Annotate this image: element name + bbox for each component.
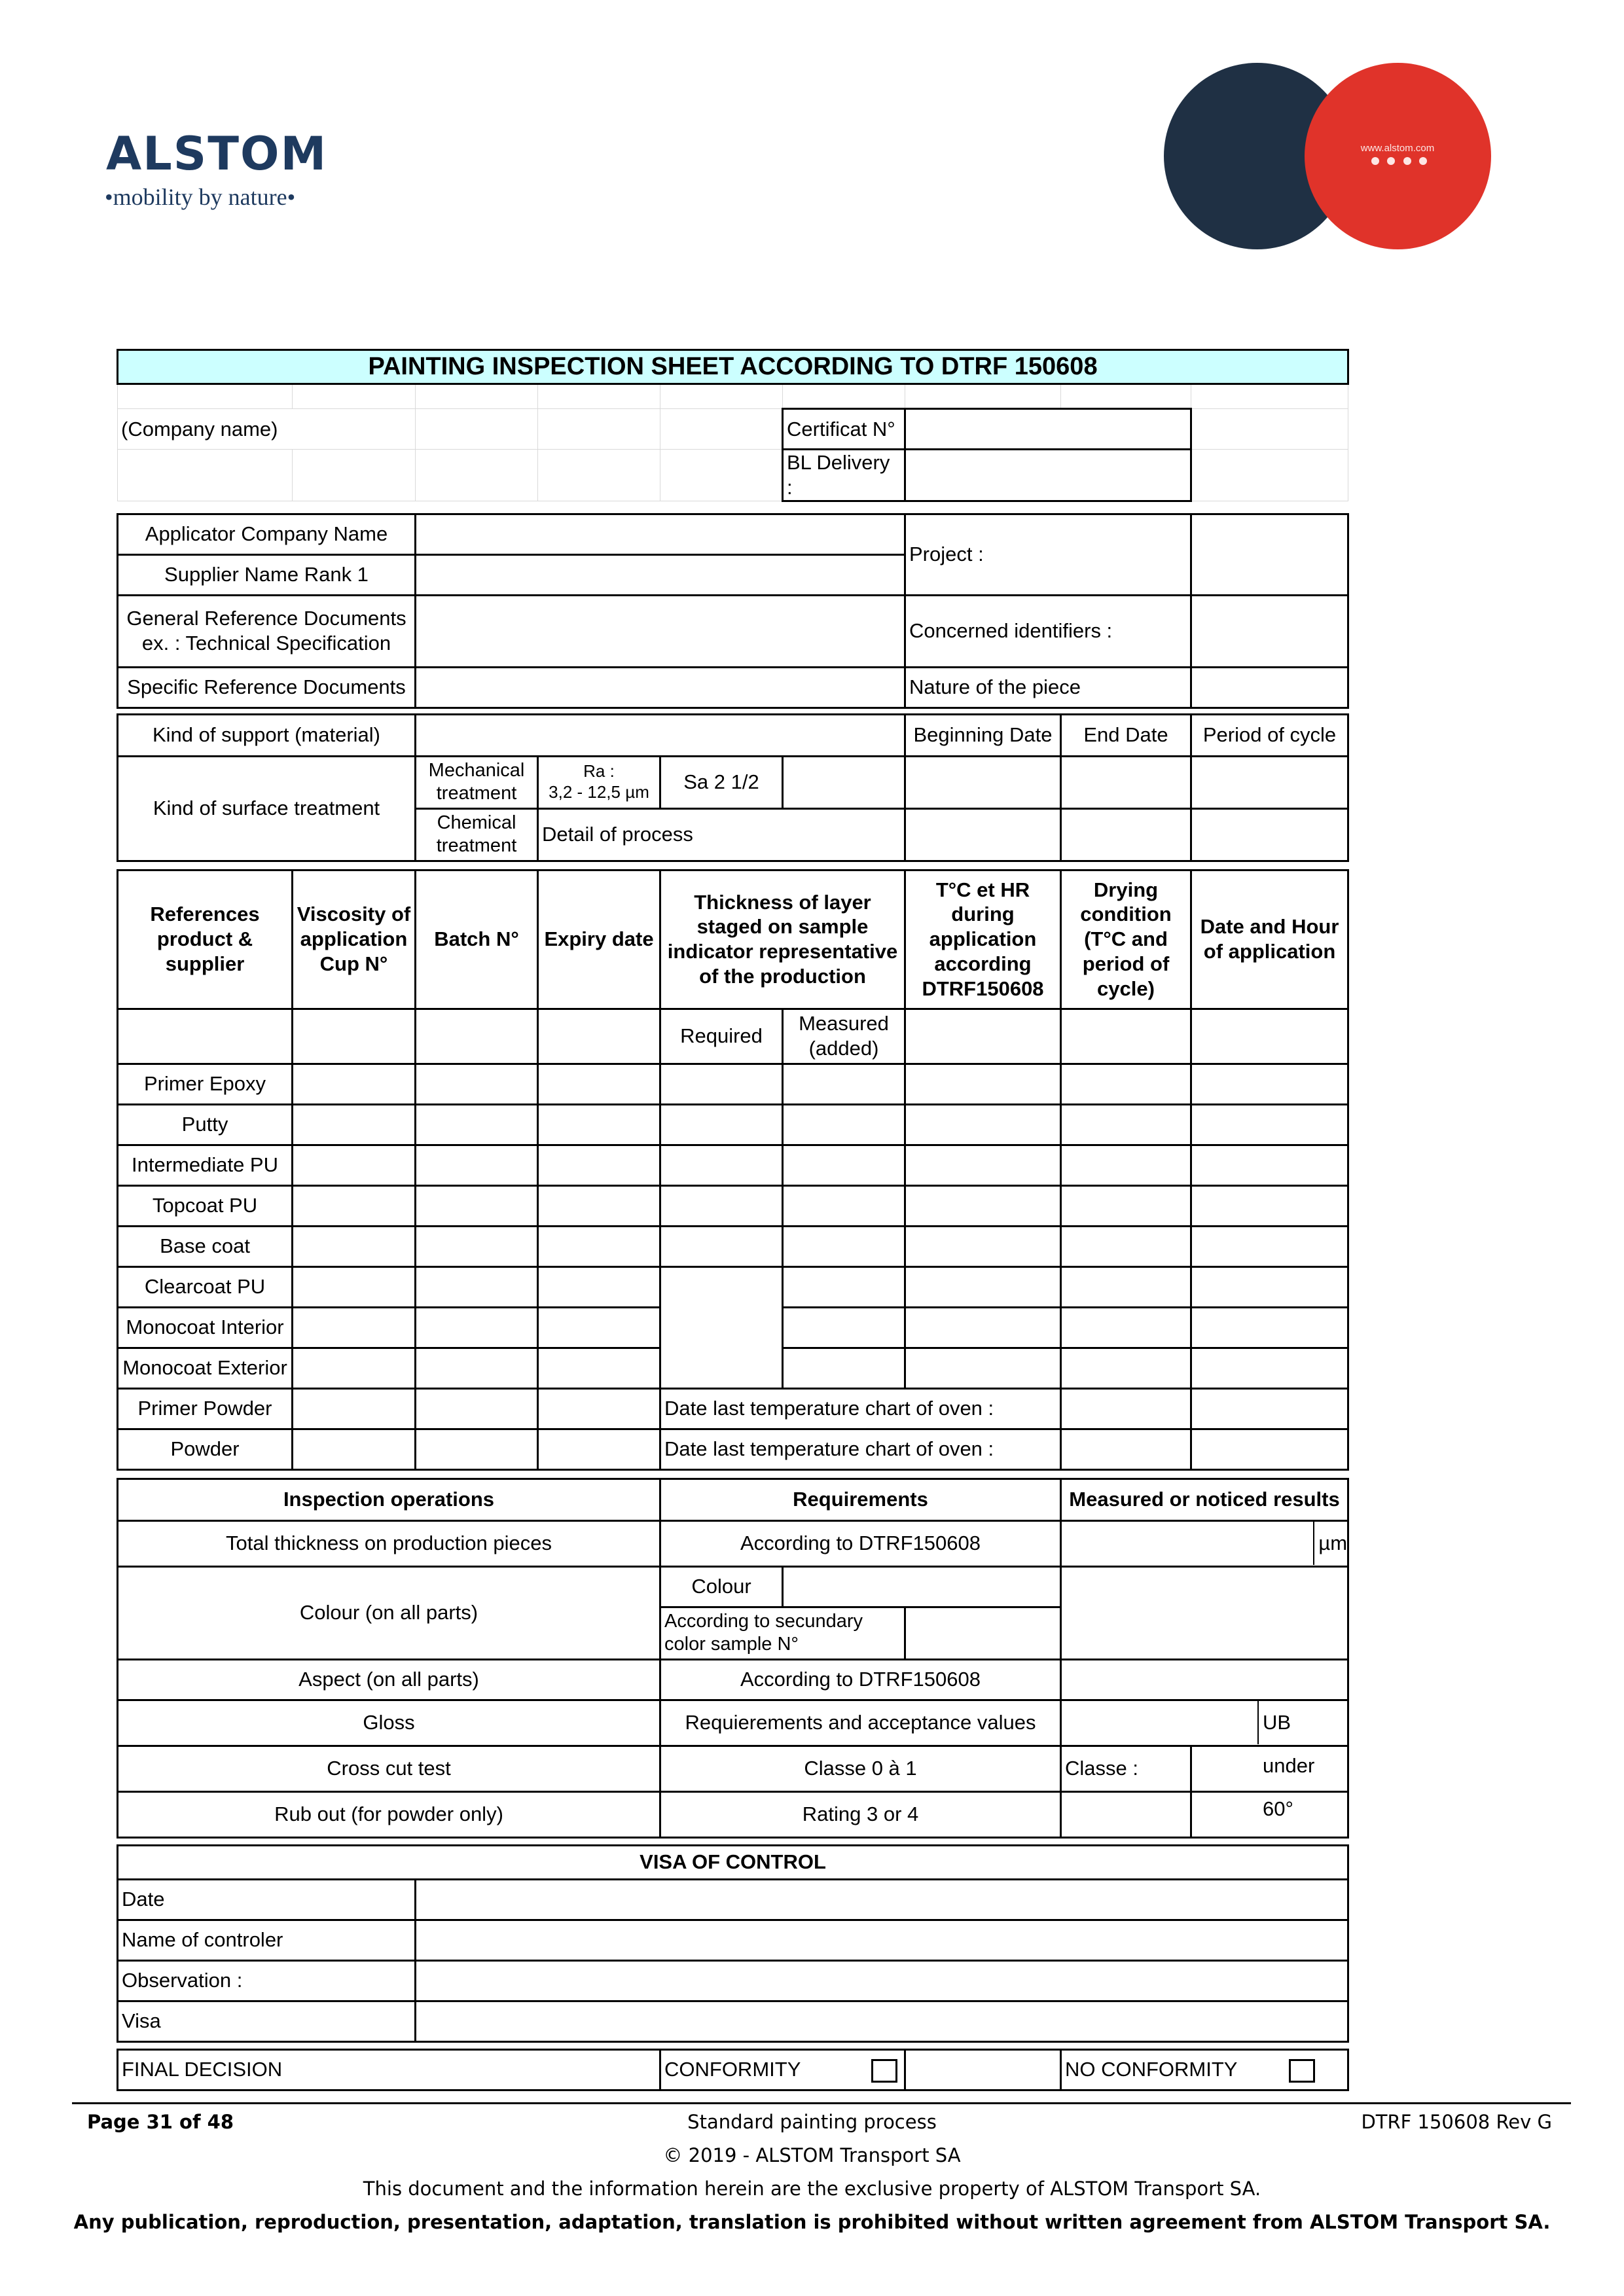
oven-chart-label: Date last temperature chart of oven : [660, 1388, 1061, 1429]
references-header: References product & supplier [118, 870, 293, 1009]
product-cell[interactable] [783, 1266, 905, 1307]
controler-label: Name of controler [118, 1920, 416, 1960]
no-conformity-cell [1061, 2049, 1348, 2090]
form-title: PAINTING INSPECTION SHEET ACCORDING TO DTRF 150608 [118, 350, 1348, 384]
secundary-line1: According to secundary [664, 1610, 863, 1632]
gloss-label: Gloss [118, 1700, 660, 1746]
mechanical-field[interactable] [783, 756, 905, 808]
product-cell[interactable] [293, 1388, 416, 1429]
specific-reference-field[interactable] [416, 667, 905, 708]
beginning-date-label: Beginning Date [905, 714, 1061, 756]
mechanical-line1: Mechanical [428, 759, 525, 781]
specific-reference-label: Specific Reference Documents [118, 667, 416, 708]
product-cell[interactable] [660, 1226, 783, 1266]
product-cell[interactable] [293, 1348, 416, 1388]
kind-support-label: Kind of support (material) [118, 714, 416, 756]
property-notice: This document and the information herein are the exclusive property of ALSTOM Transport SA. [363, 2178, 1261, 2200]
product-cell[interactable] [1191, 1266, 1348, 1307]
general-reference-label [118, 595, 416, 667]
product-cell[interactable] [1191, 1429, 1348, 1469]
no-conformity-label: NO CONFORMITY [1065, 2057, 1237, 2081]
alstom-logo: ALSTOM [106, 127, 328, 181]
product-cell[interactable] [1061, 1348, 1191, 1388]
product-cell[interactable] [538, 1104, 660, 1145]
colour-parts-label: Colour (on all parts) [118, 1566, 660, 1659]
youtube-icon [1419, 157, 1427, 165]
inspection-ops-header: Inspection operations [118, 1479, 660, 1520]
product-cell[interactable] [416, 1185, 538, 1226]
chemical-treatment-label [416, 808, 538, 861]
product-name: Putty [118, 1104, 293, 1145]
product-cell[interactable] [905, 1185, 1061, 1226]
end-date-label: End Date [1061, 714, 1191, 756]
total-thickness-result[interactable] [1061, 1520, 1348, 1566]
bl-delivery-label: BL Delivery : [783, 450, 905, 501]
gloss-value[interactable] [1062, 1701, 1259, 1744]
according-dtrf-text: According to DTRF150608 [660, 1520, 1061, 1566]
prohibited-notice: Any publication, reproduction, presentation, adaptation, translation is prohibited without written agreement from ALSTOM Transport SA. [73, 2211, 1551, 2233]
secundary-line2: color sample N° [664, 1634, 799, 1655]
requirements-header: Requirements [660, 1479, 1061, 1520]
ra-line1: Ra : [583, 761, 615, 781]
general-reference-line1: General Reference Documents [126, 607, 406, 630]
aspect-requirement: According to DTRF150608 [660, 1659, 1061, 1700]
linkedin-icon [1403, 157, 1411, 165]
conformity-label: CONFORMITY [664, 2057, 801, 2081]
rub-out-result[interactable] [1061, 1791, 1191, 1837]
social-icons [1371, 157, 1427, 165]
product-cell[interactable] [416, 1307, 538, 1348]
product-cell[interactable] [1191, 1307, 1348, 1348]
measured-line2: (added) [808, 1037, 879, 1060]
product-cell[interactable] [416, 1064, 538, 1104]
product-name: Topcoat PU [118, 1185, 293, 1226]
visa-date-field[interactable] [416, 1879, 1348, 1920]
footer-divider [72, 2102, 1571, 2104]
product-name: Monocoat Exterior [118, 1348, 293, 1388]
bl-delivery-field[interactable] [905, 450, 1191, 501]
product-cell[interactable] [783, 1185, 905, 1226]
product-cell[interactable] [660, 1145, 783, 1185]
product-cell[interactable] [660, 1064, 783, 1104]
rub-out-label: Rub out (for powder only) [118, 1791, 660, 1837]
product-cell[interactable] [538, 1429, 660, 1469]
product-cell[interactable] [1191, 1104, 1348, 1145]
product-cell[interactable] [1061, 1226, 1191, 1266]
company-name-label: (Company name) [118, 409, 416, 450]
observation-label: Observation : [118, 1960, 416, 2001]
logo-tagline: •mobility by nature• [105, 184, 296, 210]
product-cell[interactable] [1191, 1388, 1348, 1429]
nature-piece-field[interactable] [1191, 667, 1348, 708]
sa-label: Sa 2 1/2 [660, 756, 783, 808]
product-cell[interactable] [905, 1348, 1061, 1388]
page-number: Page 31 of 48 [87, 2111, 234, 2133]
product-cell[interactable] [1061, 1266, 1191, 1307]
viscosity-header: Viscosity of application Cup N° [293, 870, 416, 1009]
product-cell[interactable] [660, 1185, 783, 1226]
chemical-line1: Chemical [437, 812, 516, 833]
logo-tagline-text: mobility by nature [113, 184, 287, 210]
applicator-field[interactable] [416, 514, 905, 554]
supplier-label: Supplier Name Rank 1 [118, 554, 416, 595]
expiry-header: Expiry date [538, 870, 660, 1009]
product-cell[interactable] [1191, 1145, 1348, 1185]
product-cell[interactable] [416, 1266, 538, 1307]
cross-cut-label: Cross cut test [118, 1746, 660, 1791]
product-cell[interactable] [416, 1145, 538, 1185]
classe-range: Classe 0 à 1 [660, 1746, 1061, 1791]
applicator-label: Applicator Company Name [118, 514, 416, 554]
product-cell[interactable] [538, 1348, 660, 1388]
classe-label: Classe : [1061, 1746, 1191, 1791]
product-cell[interactable] [783, 1348, 905, 1388]
visa-label: Visa [118, 2001, 416, 2041]
product-name: Clearcoat PU [118, 1266, 293, 1307]
decorative-red-circle [1305, 63, 1491, 249]
chemical-end-date[interactable] [1061, 808, 1191, 861]
conformity-checkbox[interactable] [871, 2059, 897, 2083]
required-header: Required [660, 1009, 783, 1064]
total-thickness-label: Total thickness on production pieces [118, 1520, 660, 1566]
product-cell[interactable] [538, 1145, 660, 1185]
footer-title: Standard painting process [687, 2111, 937, 2133]
inspection-form [117, 349, 1349, 2091]
observation-field[interactable] [416, 1960, 1348, 2001]
product-cell[interactable] [416, 1104, 538, 1145]
measured-line1: Measured [799, 1012, 889, 1035]
product-required-merged[interactable] [660, 1266, 783, 1388]
product-name: Monocoat Interior [118, 1307, 293, 1348]
website-text: www.alstom.com [1360, 143, 1435, 154]
product-cell[interactable] [416, 1226, 538, 1266]
mechanical-treatment-label [416, 756, 538, 808]
visa-title: VISA OF CONTROL [118, 1845, 1348, 1879]
product-cell[interactable] [1061, 1185, 1191, 1226]
nature-piece-label: Nature of the piece [905, 667, 1191, 708]
project-label: Project : [905, 514, 1191, 595]
mechanical-end-date[interactable] [1061, 756, 1191, 808]
general-reference-line2: ex. : Technical Specification [141, 632, 391, 655]
product-cell[interactable] [783, 1145, 905, 1185]
date-hour-header: Date and Hour of application [1191, 870, 1348, 1009]
project-field[interactable] [1191, 514, 1348, 595]
product-cell[interactable] [1061, 1388, 1191, 1429]
product-cell[interactable] [905, 1145, 1061, 1185]
conformity-cell [660, 2049, 905, 2090]
twitter-icon [1387, 157, 1395, 165]
no-conformity-checkbox[interactable] [1289, 2059, 1315, 2083]
product-cell[interactable] [1061, 1145, 1191, 1185]
drying-header: Drying condition (T°C and period of cycle) [1061, 870, 1191, 1009]
aspect-result[interactable] [1061, 1659, 1348, 1700]
final-decision-label: FINAL DECISION [118, 2049, 660, 2090]
product-cell[interactable] [905, 1266, 1061, 1307]
product-cell[interactable] [660, 1104, 783, 1145]
product-cell[interactable] [293, 1226, 416, 1266]
product-cell[interactable] [1191, 1064, 1348, 1104]
product-cell[interactable] [1191, 1226, 1348, 1266]
ub-label: UB under 60° [1262, 1711, 1315, 1821]
product-name: Primer Powder [118, 1388, 293, 1429]
product-cell[interactable] [293, 1145, 416, 1185]
product-name: Primer Epoxy [118, 1064, 293, 1104]
product-cell[interactable] [783, 1064, 905, 1104]
product-cell[interactable] [1191, 1348, 1348, 1388]
doc-reference: DTRF 150608 Rev G [1361, 2111, 1552, 2133]
thickness-header: Thickness of layer staged on sample indicator representative of the production [660, 870, 905, 1009]
batch-header: Batch N° [416, 870, 538, 1009]
product-cell[interactable] [783, 1307, 905, 1348]
gloss-requirement: Requierements and acceptance values [660, 1700, 1061, 1746]
product-cell[interactable] [1061, 1429, 1191, 1469]
supplier-field[interactable] [416, 554, 905, 595]
visa-field[interactable] [416, 2001, 1348, 2041]
concerned-identifiers-field[interactable] [1191, 595, 1348, 667]
product-cell[interactable] [905, 1104, 1061, 1145]
product-cell[interactable] [538, 1064, 660, 1104]
product-cell[interactable] [905, 1307, 1061, 1348]
results-header: Measured or noticed results [1061, 1479, 1348, 1520]
product-cell[interactable] [1061, 1104, 1191, 1145]
product-cell[interactable] [293, 1104, 416, 1145]
rating-text: Rating 3 or 4 [660, 1791, 1061, 1837]
product-cell[interactable] [416, 1388, 538, 1429]
aspect-label: Aspect (on all parts) [118, 1659, 660, 1700]
chemical-line2: treatment [436, 835, 517, 857]
visa-date-label: Date [118, 1879, 416, 1920]
product-cell[interactable] [1061, 1064, 1191, 1104]
product-cell[interactable] [905, 1226, 1061, 1266]
mechanical-period[interactable] [1191, 756, 1348, 808]
facebook-icon [1371, 157, 1379, 165]
chemical-period[interactable] [1191, 808, 1348, 861]
mechanical-begin-date[interactable] [905, 756, 1061, 808]
kind-support-field[interactable] [416, 714, 905, 756]
copyright: © 2019 - ALSTOM Transport SA [663, 2144, 961, 2166]
product-cell[interactable] [538, 1266, 660, 1307]
product-cell[interactable] [293, 1266, 416, 1307]
oven-chart-label: Date last temperature chart of oven : [660, 1429, 1061, 1469]
ra-label [538, 756, 660, 808]
product-cell[interactable] [1061, 1307, 1191, 1348]
ra-line2: 3,2 - 12,5 µm [549, 782, 649, 802]
controler-field[interactable] [416, 1920, 1348, 1960]
chemical-begin-date[interactable] [905, 808, 1061, 861]
product-name: Intermediate PU [118, 1145, 293, 1185]
product-cell[interactable] [293, 1307, 416, 1348]
detail-process-label: Detail of process [538, 808, 905, 861]
certificate-label: Certificat N° [783, 409, 905, 450]
colour-result[interactable] [1061, 1566, 1348, 1659]
product-cell[interactable] [293, 1429, 416, 1469]
product-name: Base coat [118, 1226, 293, 1266]
product-cell[interactable] [293, 1064, 416, 1104]
secundary-colour-field[interactable] [905, 1607, 1061, 1659]
colour-field[interactable] [783, 1566, 1061, 1607]
colour-label: Colour [660, 1566, 783, 1607]
product-cell[interactable] [783, 1104, 905, 1145]
mechanical-line2: treatment [436, 783, 517, 804]
product-cell[interactable] [1191, 1185, 1348, 1226]
kind-surface-label: Kind of surface treatment [118, 756, 416, 861]
product-name: Powder [118, 1429, 293, 1469]
product-cell[interactable] [783, 1226, 905, 1266]
general-reference-field[interactable] [416, 595, 905, 667]
secundary-colour-label [660, 1607, 905, 1659]
concerned-identifiers-label: Concerned identifiers : [905, 595, 1191, 667]
product-cell[interactable] [538, 1185, 660, 1226]
product-cell[interactable] [293, 1185, 416, 1226]
product-cell[interactable] [905, 1064, 1061, 1104]
temp-hr-header: T°C et HR during application according DTRF150608 [905, 870, 1061, 1009]
product-cell[interactable] [416, 1348, 538, 1388]
measured-header [783, 1009, 905, 1064]
product-cell[interactable] [416, 1429, 538, 1469]
certificate-field[interactable] [905, 409, 1191, 450]
period-cycle-label: Period of cycle [1191, 714, 1348, 756]
um-unit: µm [1318, 1532, 1348, 1555]
product-cell[interactable] [538, 1226, 660, 1266]
product-cell[interactable] [538, 1388, 660, 1429]
product-cell[interactable] [538, 1307, 660, 1348]
total-thickness-value[interactable] [1062, 1522, 1314, 1565]
